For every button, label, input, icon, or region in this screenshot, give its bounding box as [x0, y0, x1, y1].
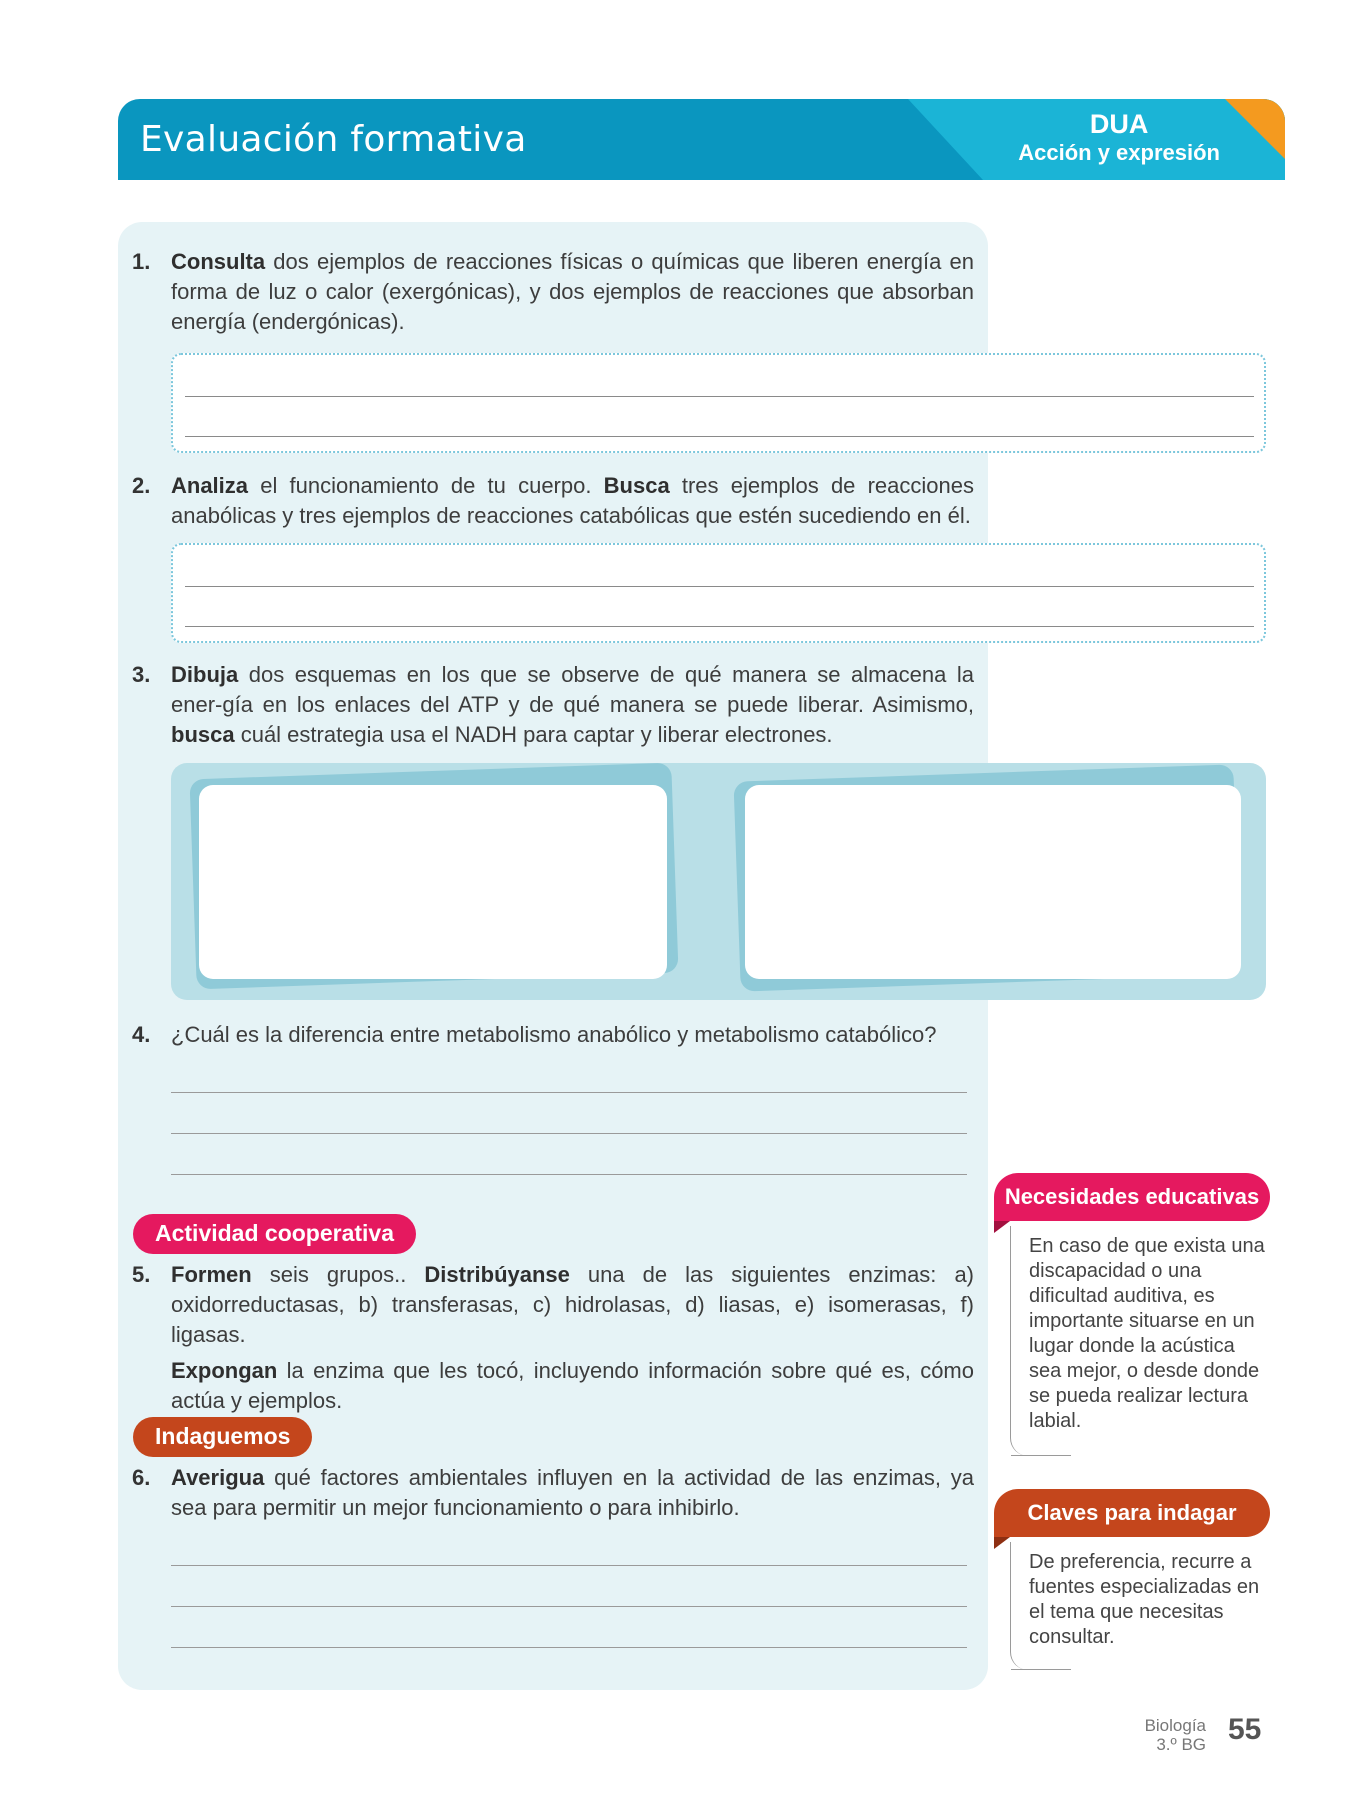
drawing-frame-1[interactable]	[199, 785, 667, 979]
question-text: cuál estrategia usa el NADH para captar y liberar electrones.	[234, 722, 833, 747]
question-1	[132, 247, 974, 337]
dua-title: DUA	[1089, 109, 1149, 139]
question-text: el funcionamiento de tu cuerpo.	[248, 473, 604, 498]
footer-subject-name: Biología	[1144, 1716, 1206, 1735]
question-verb: Averigua	[171, 1465, 265, 1490]
question-verb: Distribúyanse	[424, 1262, 570, 1287]
answer-line[interactable]	[171, 1606, 967, 1607]
question-text: dos ejemplos de reacciones físicas o químicas que liberen energía en forma de luz o calor (exergónicas), y dos ejemplos de reacciones que absorban energía (endergónicas).	[171, 249, 974, 334]
label-indaguemos: Indaguemos	[133, 1417, 312, 1457]
answer-line[interactable]	[171, 1565, 967, 1566]
question-verb: Busca	[603, 473, 670, 498]
question-text: seis grupos..	[251, 1262, 425, 1287]
answer-line[interactable]	[171, 1133, 967, 1134]
question-text: qué factores ambientales influyen en la actividad de las enzimas, ya sea para permitir un mejor funcionamiento o para inhibirlo.	[171, 1465, 974, 1520]
question-3	[132, 660, 974, 750]
footer-grade: 3.º BG	[1156, 1735, 1206, 1754]
note-tail	[994, 1537, 1010, 1549]
question-text: una de las siguientes enzimas: a) oxidorreductasas, b) transferasas, c) hidrolasas, d) liasas, e) isomerasas, f) ligasas.	[171, 1262, 975, 1347]
question-number: 6.	[132, 1465, 151, 1490]
answer-box-2[interactable]	[171, 543, 1266, 643]
question-verb: Analiza	[171, 473, 249, 498]
question-verb: Formen	[171, 1262, 252, 1287]
question-4	[132, 1020, 974, 1050]
question-number: 3.	[132, 662, 151, 687]
question-2	[132, 471, 974, 531]
answer-line[interactable]	[171, 1174, 967, 1175]
question-paragraph	[171, 1356, 974, 1416]
answer-line[interactable]	[171, 1647, 967, 1648]
question-5	[132, 1260, 975, 1416]
answer-line	[185, 586, 1254, 587]
question-text: tres ejemplos de reacciones anabólicas y tres ejemplos de reacciones catabólicas que estén sucediendo en él.	[171, 473, 974, 528]
section-banner	[118, 99, 1285, 180]
note-claves-title: Claves para indagar	[994, 1489, 1270, 1537]
drawing-frame-2[interactable]	[745, 785, 1241, 979]
question-verb: Expongan	[171, 1358, 278, 1383]
question-number: 4.	[132, 1022, 151, 1047]
page-number: 55	[1228, 1713, 1262, 1746]
footer-subject	[1126, 1716, 1206, 1754]
question-text: ¿Cuál es la diferencia entre metabolismo anabólico y metabolismo catabólico?	[171, 1022, 937, 1047]
answer-line[interactable]	[171, 1092, 967, 1093]
question-verb: busca	[171, 722, 235, 747]
note-claves-text: De preferencia, recurre a fuentes especializadas en el tema que necesitas consultar.	[1010, 1542, 1270, 1670]
question-number: 5.	[132, 1262, 151, 1287]
answer-line	[185, 626, 1254, 627]
question-text: la enzima que les tocó, incluyendo información sobre qué es, cómo actúa y ejemplos.	[171, 1358, 974, 1413]
drawing-area	[171, 763, 1266, 1000]
dua-corner-accent	[1225, 99, 1285, 159]
question-text: dos esquemas en los que se observe de qué manera se almacena la ener-gía en los enlaces del ATP y de qué manera se puede liberar. Asimismo,	[171, 662, 974, 717]
answer-line	[185, 436, 1254, 437]
question-6	[132, 1463, 974, 1523]
answer-line	[185, 396, 1254, 397]
label-actividad-cooperativa: Actividad cooperativa	[133, 1214, 416, 1254]
question-verb: Consulta	[171, 249, 266, 274]
answer-box-1[interactable]	[171, 353, 1266, 453]
dua-label	[1018, 109, 1220, 167]
dua-subtitle: Acción y expresión	[1018, 140, 1220, 165]
section-title: Evaluación formativa	[140, 119, 527, 160]
note-tail	[994, 1221, 1010, 1233]
note-necesidades-title: Necesidades educativas	[994, 1173, 1270, 1221]
note-necesidades-text: En caso de que exista una discapacidad o una dificultad auditiva, es importante situarse en un lugar donde la acústica sea mejor, o desde donde se pueda realizar lectura labial.	[1010, 1226, 1270, 1456]
question-verb: Dibuja	[171, 662, 239, 687]
question-number: 1.	[132, 249, 151, 274]
question-number: 2.	[132, 473, 151, 498]
